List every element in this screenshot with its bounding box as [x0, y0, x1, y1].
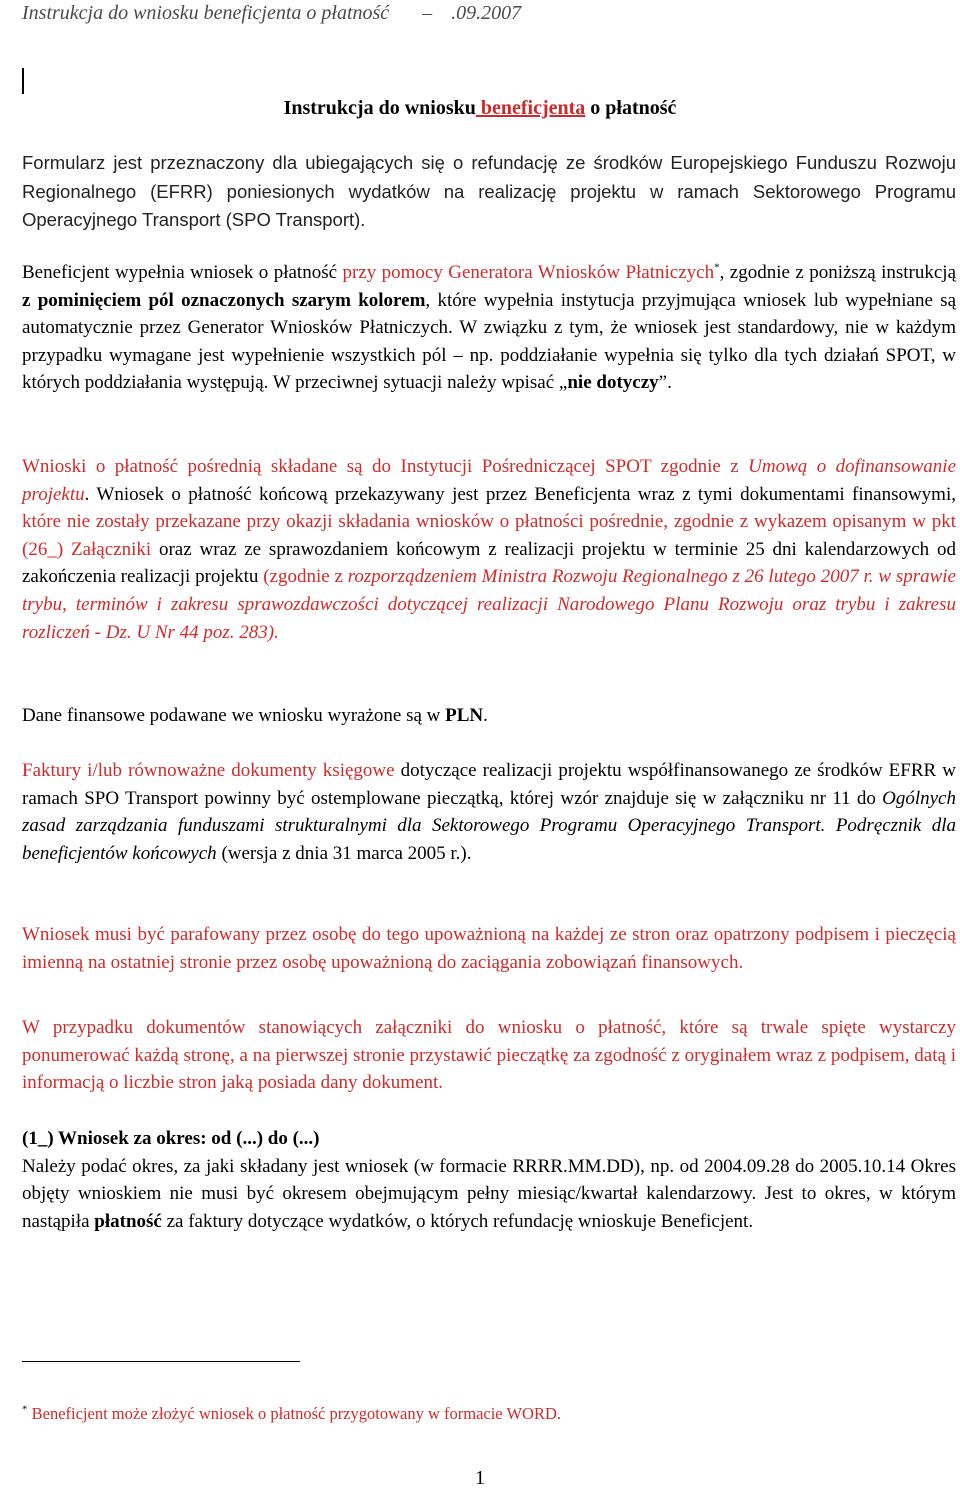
intro-paragraph: Formularz jest przeznaczony dla ubiegających się o refundację ze środków Europejskiego Funduszu Rozwoju Regionalnego (EFRR) poniesionych wydatków na realizację projektu w ramach Sektorowego Programu Operacyjnego Transport (SPO Transport).	[22, 152, 956, 230]
p5-text-3: Ogólnych zasad zarządzania funduszami strukturalnymi dla Sektorowego Programu Operacyjnego Transport. Podręcznik dla beneficjentów końcowych	[22, 787, 956, 864]
footnote-separator	[22, 1361, 300, 1362]
change-bar	[22, 68, 24, 94]
p3-text-4: które nie zostały przekazane przy okazji składania wniosków o płatności pośrednie, zgodnie z wykazem opisanym w pkt (26_) Załączniki	[22, 511, 956, 560]
p2-text-1: Beneficjent wypełnia wniosek o płatność	[22, 262, 343, 283]
footnote-ref: *	[714, 261, 720, 274]
p4-text-2: PLN	[445, 705, 484, 726]
paragraph-attachments: W przypadku dokumentów stanowiących załączniki do wniosku o płatność, które są trwale spięte wystarczy ponumerować każdą stronę, a na pierwszej stronie przystawić pieczątkę za zgodność z oryginałem wraz z podpisem, datą i informacją o liczbie stron jaką posiada dany dokument.	[22, 1017, 956, 1094]
footnote-mark: *	[22, 1403, 28, 1416]
p4-text-3: .	[483, 705, 488, 726]
p2-text-5: , które wypełnia instytucja przyjmująca wniosek lub wypełniane są automatycznie przez Generator Wniosków Płatniczych. W związku z tym, że wniosek jest standardowy, nie w każdym przypadku wymagane jest wypełnienie wszystkich pól – np. poddziałanie wypełnia się tylko dla tych działań SPOT, w których poddziałania występują. W przeciwnej sytuacji należy wpisać „	[22, 289, 956, 394]
p8-text-2: płatność	[94, 1210, 162, 1232]
header-dash: –	[422, 2, 433, 24]
p2-text-2: przy pomocy Generatora Wniosków Płatniczych	[342, 262, 715, 283]
p8-text-3: za faktury dotyczące wydatków, o których refundację wnioskuje Beneficjent.	[161, 1210, 754, 1232]
paragraph-invoices	[22, 757, 956, 867]
paragraph-submission	[22, 453, 956, 646]
p3-text-7: rozporządzeniem Ministra Rozwoju Regionalnego z 26 lutego 2007 r. w sprawie trybu, terminów i zakresu sprawozdawczości dotyczącej realizacji Narodowego Planu Rozwoju oraz trybu i zakresu rozliczeń - Dz. U Nr 44 poz. 283).	[22, 566, 956, 643]
paragraph-generator	[22, 259, 956, 397]
p2-text-3: , zgodnie z poniższą instrukcją	[719, 262, 957, 283]
title-part-2: beneficjenta	[475, 97, 586, 119]
p2-text-6: nie dotyczy	[567, 372, 659, 394]
p5-text-2: dotyczące realizacji projektu współfinansowanego ze środków EFRR w ramach SPO Transport powinny być ostemplowane pieczątką, której wzór znajduje się w załączniku nr 11 do	[22, 760, 956, 809]
p5-text-4: (wersja z dnia 31 marca 2005 r.).	[216, 842, 472, 864]
p4-text-1: Dane finansowe podawane we wniosku wyrażone są w	[22, 705, 446, 726]
section-heading-period: (1_) Wniosek za okres: od (...) do (...)	[22, 1128, 320, 1149]
header-text: Instrukcja do wniosku beneficjenta o płatność	[22, 2, 390, 24]
paragraph-currency	[22, 702, 956, 730]
page-number: 1	[475, 1467, 485, 1489]
p5-text-1: Faktury i/lub równoważne dokumenty księgowe	[22, 760, 395, 781]
p2-text-7: ”.	[658, 372, 672, 394]
p3-text-1: Wnioski o płatność pośrednią składane są do Instytucji Pośredniczącej SPOT zgodnie z	[22, 456, 749, 477]
title-part-1: Instrukcja do wniosku	[283, 97, 476, 119]
running-header	[22, 2, 521, 25]
p3-text-3: . Wniosek o płatność końcową przekazywany jest przez Beneficjenta wraz z tymi dokumentami finansowymi,	[84, 483, 956, 505]
header-date: .09.2007	[451, 2, 522, 24]
p3-text-5: oraz wraz ze sprawozdaniem końcowym z realizacji projektu w terminie 25 dni kalendarzowych od zakończenia realizacji projektu	[22, 538, 956, 588]
title-part-3: o płatność	[585, 97, 677, 119]
p8-text-1: Należy podać okres, za jaki składany jest wniosek (w formacie RRRR.MM.DD), np. od 2004.09.28 do 2005.10.14 Okres objęty wnioskiem nie musi być okresem obejmującym pełny miesiąc/kwartał kalendarzowy. Jest to okres, w którym nastąpiła	[22, 1155, 956, 1232]
p2-text-4: z pominięciem pól oznaczonych szarym kolorem	[22, 289, 426, 311]
footnote	[22, 1404, 561, 1424]
paragraph-signature: Wniosek musi być parafowany przez osobę do tego upoważnioną na każdej ze stron oraz opatrzony podpisem i pieczęcią imienną na ostatniej stronie przez osobę upoważnioną do zaciągania zobowiązań finansowych.	[22, 924, 956, 973]
p3-text-2: Umową o dofinansowanie projektu	[22, 456, 957, 505]
paragraph-period	[22, 1125, 956, 1235]
document-title	[0, 95, 960, 121]
p3-text-6: (zgodnie z	[263, 566, 348, 588]
footnote-text: Beneficjent może złożyć wniosek o płatność przygotowany w formacie WORD.	[27, 1404, 561, 1423]
